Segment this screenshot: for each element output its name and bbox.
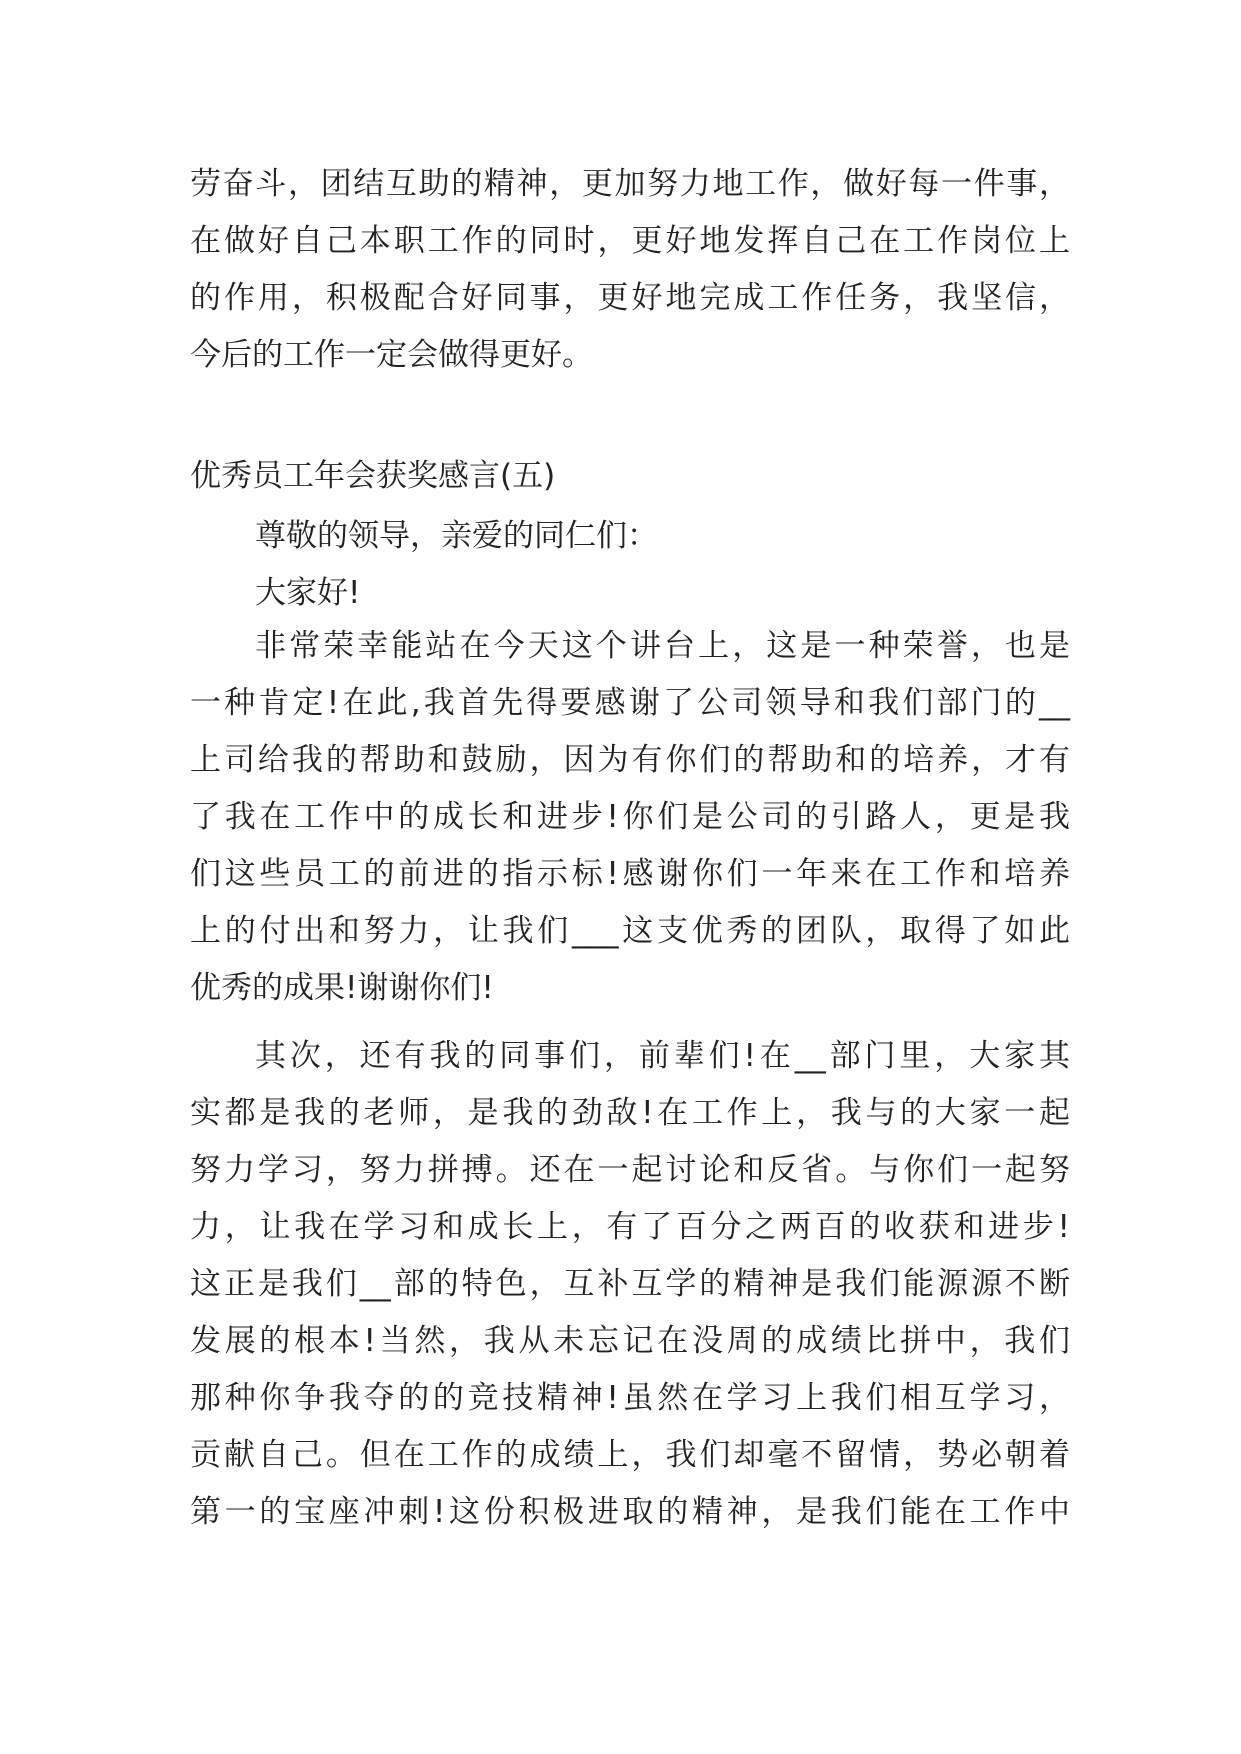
paragraph-line: 贡献自己。但在工作的成绩上，我们却毫不留情，势必朝着 bbox=[190, 1437, 1070, 1473]
paragraph-line: 努力学习，努力拼搏。还在一起讨论和反省。与你们一起努 bbox=[190, 1152, 1070, 1188]
paragraph-line: 第一的宝座冲刺!这份积极进取的精神，是我们能在工作中 bbox=[190, 1494, 1070, 1530]
paragraph-line: 非常荣幸能站在今天这个讲台上，这是一种荣誉，也是 bbox=[255, 628, 1070, 664]
paragraph-line: 在做好自己本职工作的同时，更好地发挥自己在工作岗位上 bbox=[190, 223, 1070, 259]
continued-paragraph bbox=[190, 156, 1070, 384]
paragraph-line: 上的付出和努力，让我们___这支优秀的团队，取得了如此 bbox=[190, 913, 1070, 949]
paragraph-line: 上司给我的帮助和鼓励，因为有你们的帮助和的培养，才有 bbox=[190, 742, 1070, 778]
salutation: 尊敬的领导，亲爱的同仁们： bbox=[255, 518, 658, 554]
paragraph-line: 了我在工作中的成长和进步!你们是公司的引路人，更是我 bbox=[190, 799, 1070, 835]
paragraph-line: 实都是我的老师，是我的劲敌!在工作上，我与的大家一起 bbox=[190, 1095, 1070, 1131]
section-title: 优秀员工年会获奖感言(五) bbox=[190, 458, 556, 494]
paragraph-2 bbox=[190, 618, 1070, 1017]
greeting: 大家好! bbox=[255, 575, 361, 611]
paragraph-line: 劳奋斗，团结互助的精神，更加努力地工作，做好每一件事， bbox=[190, 166, 1070, 202]
paragraph-line: 们这些员工的前进的指示标!感谢你们一年来在工作和培养 bbox=[190, 856, 1070, 892]
salutation-block bbox=[190, 508, 1070, 622]
paragraph-line: 发展的根本!当然，我从未忘记在没周的成绩比拼中，我们 bbox=[190, 1323, 1070, 1359]
paragraph-line: 这正是我们__部的特色，互补互学的精神是我们能源源不断 bbox=[190, 1266, 1070, 1302]
paragraph-line: 优秀的成果!谢谢你们! bbox=[190, 970, 494, 1006]
paragraph-line: 力，让我在学习和成长上，有了百分之两百的收获和进步! bbox=[190, 1209, 1070, 1245]
section-title-block bbox=[190, 448, 1070, 505]
paragraph-3 bbox=[190, 1028, 1070, 1541]
paragraph-line: 的作用，积极配合好同事，更好地完成工作任务，我坚信， bbox=[190, 280, 1070, 316]
paragraph-line: 那种你争我夺的的竞技精神!虽然在学习上我们相互学习， bbox=[190, 1380, 1070, 1416]
paragraph-line: 一种肯定!在此,我首先得要感谢了公司领导和我们部门的__ bbox=[190, 685, 1070, 721]
paragraph-line: 其次，还有我的同事们，前辈们!在__部门里，大家其 bbox=[255, 1038, 1070, 1074]
paragraph-line: 今后的工作一定会做得更好。 bbox=[190, 337, 593, 373]
